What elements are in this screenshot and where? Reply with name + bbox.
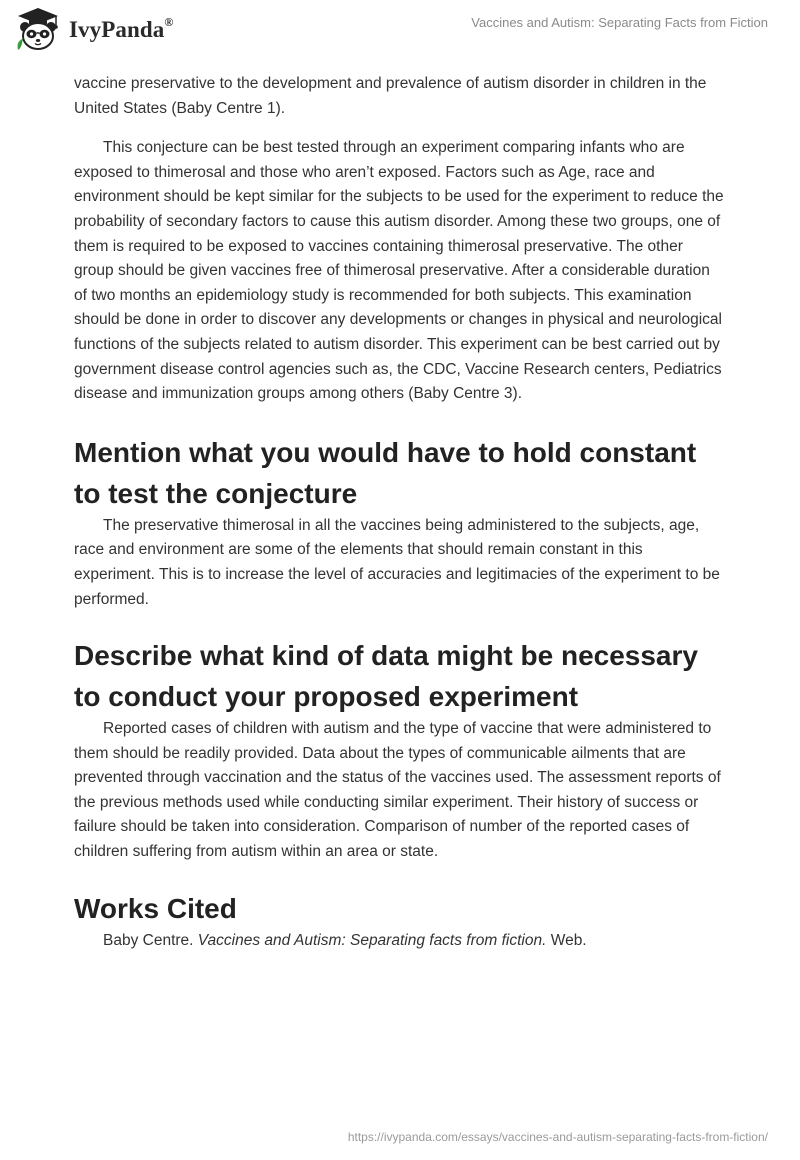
paragraph-experiment: This conjecture can be best tested through an experiment comparing infants who are exposed to thimerosal and those who aren’t exposed. Factors such as Age, race and environment should be kept similar for the subjects to be used for the experiment to reduce the probability of secondary factors to cause this autism disorder. Among these two groups, one of them is required to be exposed to vaccines containing thimerosal preservative. The other group should be given vaccines free of thimerosal preservative. After a considerable duration of two months an epidemiology study is recommended for both subjects. This examination should be done in order to discover any developments or changes in physical and neurological functions of the subjects related to autism disorder. This experiment can be best carried out by government disease control agencies such as, the CDC, Vaccine Research centers, Pediatrics disease and immunization groups among others (Baby Centre 3). <box>74 139 724 403</box>
source-url-link[interactable]: https://ivypanda.com/essays/vaccines-and-autism-separating-facts-from-fiction/ <box>347 1130 768 1144</box>
paragraph-intro-continuation: vaccine preservative to the development and prevalence of autism disorder in children in the United States (Baby Centre 1). <box>74 75 707 117</box>
essay-content <box>74 72 726 953</box>
document-title: Vaccines and Autism: Separating Facts from Fiction <box>471 15 768 30</box>
heading-data-needed: Describe what kind of data might be necessary to conduct your proposed experiment <box>74 640 698 713</box>
citation-medium: Web. <box>550 931 587 949</box>
registered-mark: ® <box>164 15 174 30</box>
paragraph-constants: The preservative thimerosal in all the vaccines being administered to the subjects, age, race and environment are some of the elements that should remain constant in this experiment. This is to increase the level of accuracies and legitimacies of the experiment to be performed. <box>74 516 720 608</box>
citation-title: Vaccines and Autism: Separating facts from fiction. <box>197 931 547 949</box>
citation-author: Baby Centre. <box>103 931 194 949</box>
brand-name: IvyPanda® <box>69 15 174 42</box>
ivypanda-logo[interactable] <box>14 6 173 54</box>
paragraph-data: Reported cases of children with autism and the type of vaccine that were administered to them should be readily provided. Data about the types of communicable ailments that are prevented through vaccination and the status of the vaccines used. The assessment reports of the previous methods used while conducting similar experiment. Their history of success or failure should be taken into consideration. Comparison of number of the reported cases of children suffering from autism within an area or state. <box>74 720 721 861</box>
heading-works-cited: Works Cited <box>74 892 237 924</box>
page-header <box>0 0 800 68</box>
citation-entry <box>74 929 726 954</box>
heading-hold-constant: Mention what you would have to hold constant to test the conjecture <box>74 436 697 509</box>
panda-mascot-icon <box>14 6 62 54</box>
